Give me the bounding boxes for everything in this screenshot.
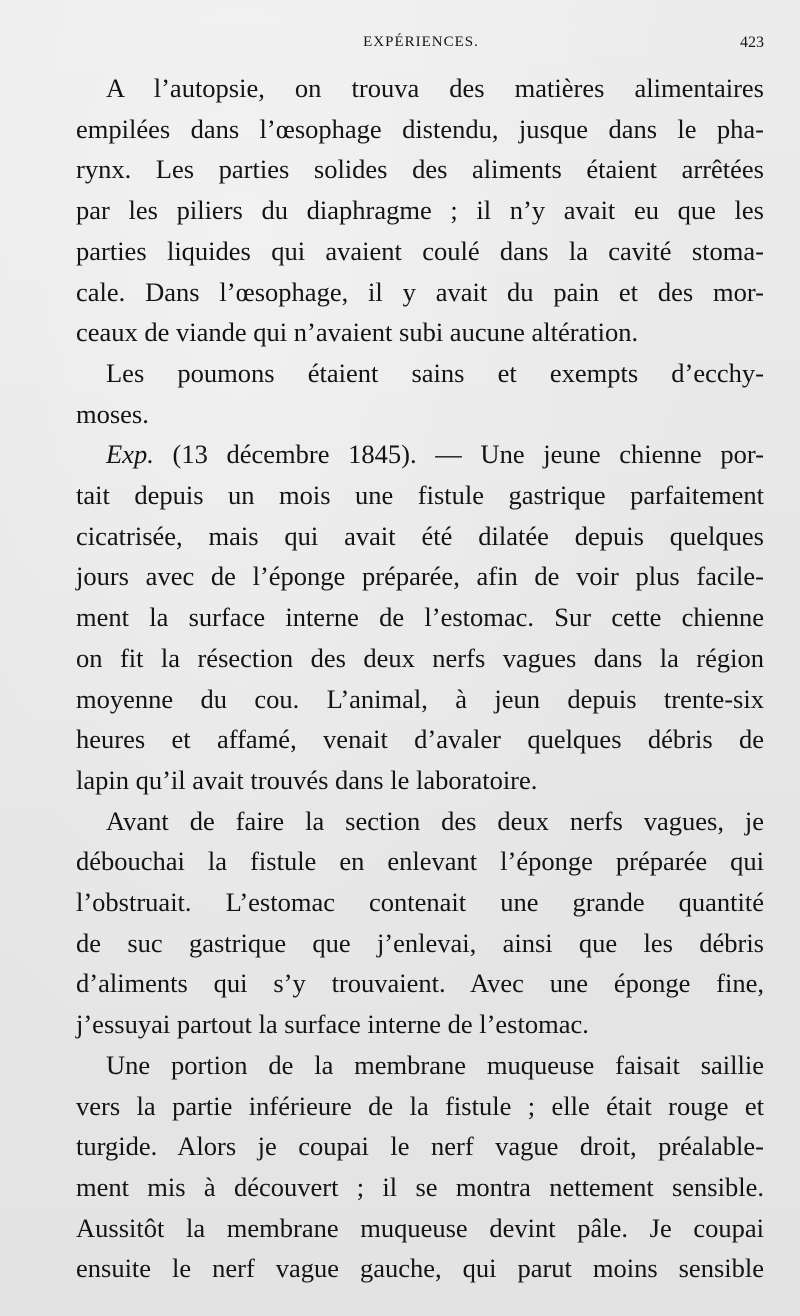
text-line: ceaux de viande qui n’avaient subi aucune altération. <box>76 317 639 348</box>
experiment-label: Exp. <box>106 439 154 470</box>
text-line: ment mis à découvert ; il se montra nettement sensible. <box>76 1171 764 1202</box>
text-line: Aussitôt la membrane muqueuse devint pâle. Je coupai <box>76 1212 764 1243</box>
paragraph-experiment <box>76 434 764 800</box>
text-line: A l’autopsie, on trouva des matières alimentaires <box>106 73 764 103</box>
text-line: par les piliers du diaphragme ; il n’y avait eu que les <box>76 195 764 226</box>
text-line: Les poumons étaient sains et exempts d’ecchy- <box>106 357 764 388</box>
text-line: heures et affamé, venait d’avaler quelques débris de <box>76 724 764 755</box>
text-line: de suc gastrique que j’enlevai, ainsi que les débris <box>76 927 764 958</box>
text-line: ensuite le nerf vague gauche, qui parut moins sensible <box>76 1253 764 1284</box>
body-text <box>76 68 764 1289</box>
text-line: Une portion de la membrane muqueuse faisait saillie <box>106 1049 764 1080</box>
text-line: vers la partie inférieure de la fistule ; elle était rouge et <box>76 1090 764 1121</box>
text-line: moyenne du cou. L’animal, à jeun depuis trente-six <box>76 683 764 714</box>
running-title: EXPÉRIENCES. <box>363 34 479 50</box>
text-line: moses. <box>76 398 149 429</box>
text-line: d’aliments qui s’y trouvaient. Avec une éponge fine, <box>76 968 764 999</box>
text-line: on fit la résection des deux nerfs vagues dans la région <box>76 642 764 673</box>
text-line: turgide. Alors je coupai le nerf vague droit, préalable- <box>76 1131 764 1162</box>
page-header <box>78 34 764 58</box>
text-line: ment la surface interne de l’estomac. Sur cette chienne <box>76 602 764 633</box>
page-number: 423 <box>740 34 764 51</box>
text-line: rynx. Les parties solides des aliments étaient arrêtées <box>76 154 764 185</box>
text-line: lapin qu’il avait trouvés dans le laboratoire. <box>76 764 538 795</box>
text-line: parties liquides qui avaient coulé dans la cavité stoma- <box>76 235 764 266</box>
text-line: Avant de faire la section des deux nerfs vagues, je <box>106 805 764 836</box>
paragraph-lungs <box>76 353 764 434</box>
text-line-rest: (13 décembre 1845). — Une jeune chienne por- <box>153 439 764 470</box>
text-line: cale. Dans l’œsophage, il y avait du pain et des mor- <box>76 276 764 307</box>
text-line <box>76 434 764 475</box>
paragraph-fistula <box>76 801 764 1045</box>
text-line: cicatrisée, mais qui avait été dilatée depuis quelques <box>76 520 764 551</box>
text-line: l’obstruait. L’estomac contenait une grande quantité <box>76 887 764 918</box>
text-line: débouchai la fistule en enlevant l’éponge préparée qui <box>76 846 764 877</box>
text-line: j’essuyai partout la surface interne de l’estomac. <box>76 1009 589 1040</box>
paragraph-autopsy <box>76 68 764 353</box>
text-line: jours avec de l’éponge préparée, afin de voir plus facile- <box>76 561 764 592</box>
paragraph-mucous-membrane <box>76 1045 764 1289</box>
text-line: empilées dans l’œsophage distendu, jusque dans le pha- <box>76 113 764 144</box>
text-line: tait depuis un mois une fistule gastrique parfaitement <box>76 480 764 511</box>
